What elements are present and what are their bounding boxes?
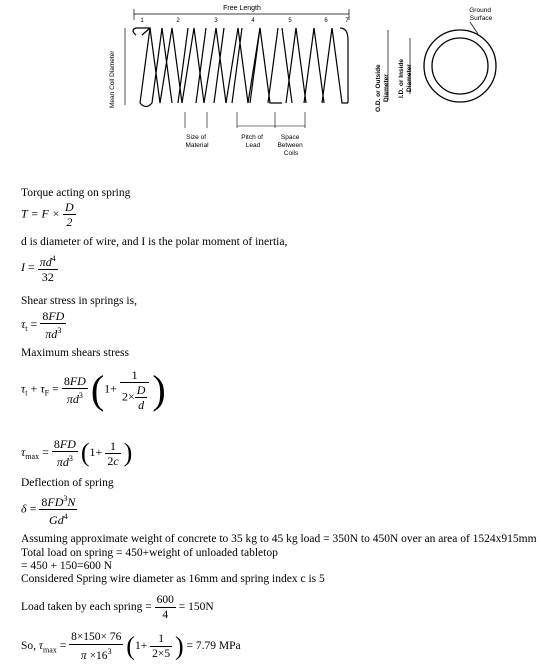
spring-diagram <box>0 0 541 165</box>
coil-end-view-inner <box>432 38 488 94</box>
coil-end-view-outer <box>424 30 496 102</box>
tau-max-formula: $\tau_{max}$ = $\frac{8FD}{\pi d^3}$ (1+ $\frac{1}{2c}$ ) <box>21 437 133 469</box>
deflection-formula: δ = $\frac{8FD^3N}{Gd^4}$ <box>21 494 76 527</box>
so-result: = 7.79 MPa <box>186 640 241 653</box>
wire-description: d is diameter of wire, and I is the polar moment of inertia, <box>21 236 288 248</box>
coil-number: 3 <box>214 18 218 24</box>
ground-surface-label: Ground Surface <box>469 7 493 22</box>
considered-line: Considered Spring wire diameter as 16mm and spring index c is 5 <box>21 573 325 585</box>
load-each-den: 4 <box>162 609 169 621</box>
coil-number: 4 <box>251 18 255 24</box>
max-shear-heading: Maximum shears stress <box>21 347 129 359</box>
assumption-line: Assuming approximate weight of concrete to 35 kg to 45 kg load = 350N to 450N over an area of 1524x915mm <box>21 533 537 545</box>
so-numerator: 8×150× 76 <box>71 631 122 643</box>
id-label: I.D. or Inside Diameter <box>398 58 413 98</box>
od-label: O.D. or Outside Diameter <box>375 64 390 112</box>
space-between-coils-label: Space Between Coils <box>277 134 303 157</box>
coil-number: 2 <box>176 18 180 24</box>
shear-formula: $\tau_t$ = $\frac{8FD}{\pi d^3}$ <box>21 309 65 341</box>
mean-coil-diameter-label: Mean Coil Diameter <box>109 50 116 108</box>
so-prefix: So, <box>21 640 37 653</box>
polar-moment-formula: I = $\frac{\pi d^4}{32}$ <box>21 254 56 284</box>
max-shear-formula: $\tau_t + \tau_F$ = $\frac{8FD}{\pi d^3}$ (1+ 1 2× $\frac{D}{d}$ ) <box>21 367 166 412</box>
load-each-prefix: Load taken by each spring = <box>21 601 152 614</box>
coil-number: 5 <box>288 18 292 24</box>
load-each-result: = 150N <box>178 601 214 614</box>
torque-heading: Torque acting on spring <box>21 187 131 199</box>
coil-number: 7 <box>345 18 349 24</box>
shear-heading: Shear stress in springs is, <box>21 295 137 307</box>
size-of-material-label: Size of Material <box>185 134 209 149</box>
pitch-label: Pitch of Lead <box>241 134 263 149</box>
coil-number: 1 <box>140 18 144 24</box>
spring-coils <box>133 28 348 107</box>
total-load-value: = 450 + 150=600 N <box>21 560 113 572</box>
coil-number: 6 <box>324 18 328 24</box>
total-load-line: Total load on spring = 450+weight of unloaded tabletop <box>21 547 278 559</box>
load-each-spring <box>21 593 214 622</box>
deflection-heading: Deflection of spring <box>21 477 114 489</box>
coil-numbers <box>140 18 349 24</box>
torque-formula: T = F × $\frac{D}{2}$ <box>21 200 74 229</box>
load-each-num: 600 <box>156 594 174 606</box>
free-length-label: Free Length <box>223 5 261 12</box>
tau-max-calculation: So, $\tau_{max}$ = $\frac{8\times 150\times 76}{\pi \times 16^3}$ (1+ $\frac{1}{2\times 5}$ ) = 7.79 MPa <box>21 631 241 662</box>
